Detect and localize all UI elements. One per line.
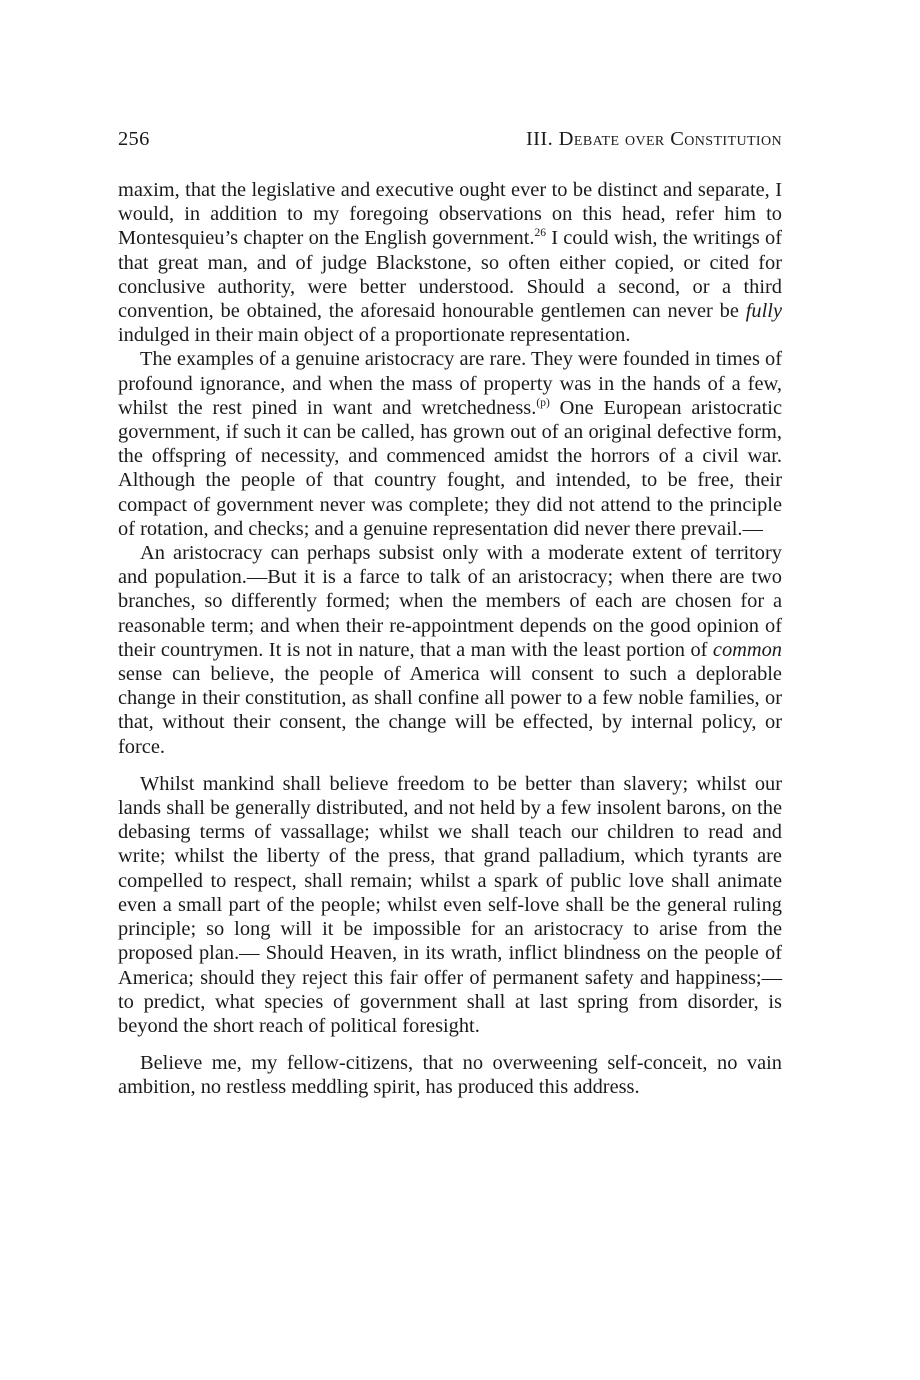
- footnote-marker-p: (p): [536, 397, 550, 410]
- paragraph-2: The examples of a genuine aristocracy are rare. They were founded in times of profound ignorance, and when the mass of property was in the hands of a few, whilst the rest pined in want and wretchedness.$^{(p)}$ One European aristocratic government, if such it can be called, has grown out of an original defective form, the offspring of necessity, and commenced amidst the horrors of a civil war. Although the people of that country fought, and intended, to be free, their compact of government never was complete; they did not attend to the principle of rotation, and checks; and a genuine representation did never there prevail.—: [118, 348, 783, 540]
- page-number: 256: [118, 128, 150, 150]
- running-head: [118, 128, 782, 164]
- paragraph-1: maxim, that the legislative and executive ought ever to be distinct and separate, I would, in addition to my foregoing observations on this head, refer him to Montesquieu’s chapter on the English government.$^{26}$ I could wish, the writings of that great man, and of judge Blackstone, so often either copied, or cited for conclusive authority, were better understood. Should a second, or a third convention, be obtained, the aforesaid honourable gentlemen can never be fully indulged in their main object of a proportionate representation.: [118, 179, 782, 347]
- document-page: [118, 128, 782, 1100]
- paragraph-4: Whilst mankind shall believe freedom to be better than slavery; whilst our lands shall be generally distributed, and not held by a few insolent barons, on the debasing terms of vassallage; whilst we shall teach our children to read and write; whilst the liberty of the press, that grand palladium, which tyrants are compelled to respect, shall remain; whilst a spark of public love shall animate even a small part of the people; whilst even self-love shall be the general ruling principle; so long will it be impossible for an aristocracy to arise from the proposed plan.— Should Heaven, in its wrath, inflict blindness on the people of America; should they reject this fair offer of permanent safety and happiness;— to predict, what species of government shall at last spring from disorder, is beyond the short reach of political foresight.: [118, 772, 782, 1037]
- emphasis-common: common: [712, 638, 782, 661]
- footnote-marker-26: 26: [534, 227, 546, 240]
- paragraph-3: An aristocracy can perhaps subsist only with a moderate extent of territory and population.—But it is a farce to talk of an aristocracy; when there are two branches, so differently formed; when the members of each are chosen for a reasonable term; and when their re-appointment depends on the good opinion of their countrymen. It is not in nature, that a man with the least portion of common sense can believe, the people of America will consent to such a deplorable change in their constitution, as shall confine all power to a few noble families, or that, without their consent, the change will be effected, by internal policy, or force.: [118, 542, 782, 758]
- emphasis-fully: fully: [745, 300, 782, 323]
- section-title: III. Debate over Constitution: [525, 128, 782, 150]
- body-text: [118, 178, 782, 1100]
- paragraph-5: Believe me, my fellow-citizens, that no overweening self-conceit, no vain ambition, no restless meddling spirit, has produced this address.: [118, 1052, 782, 1099]
